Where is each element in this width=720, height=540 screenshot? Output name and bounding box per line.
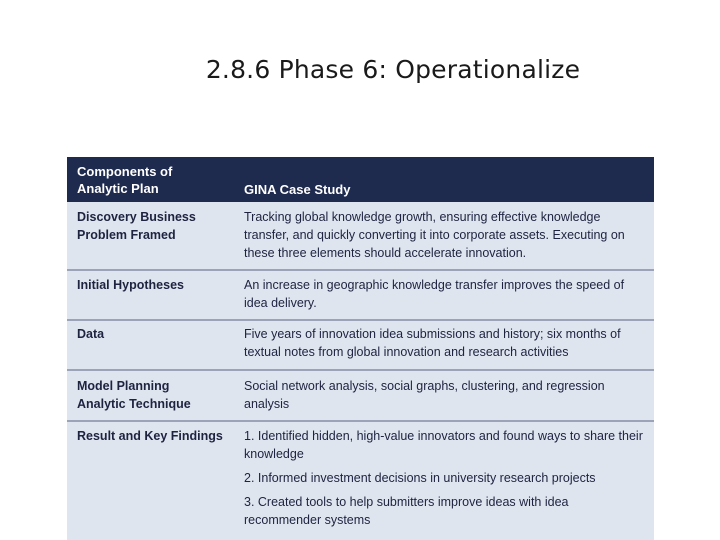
row-label-initial-hypotheses: Initial Hypotheses <box>77 278 184 292</box>
header-col1-line2: Analytic Plan <box>77 181 159 196</box>
row-label-data: Data <box>77 327 105 341</box>
row-label-line2: Analytic Technique <box>77 397 191 411</box>
row-value-initial-hypotheses: An increase in geographic knowledge transfer improves the speed of idea delivery. <box>244 278 625 310</box>
finding-item-2: 2. Informed investment decisions in university research projects <box>244 471 596 485</box>
row-divider <box>67 319 654 321</box>
header-components-of-analytic-plan <box>77 163 237 197</box>
row-label-line1: Discovery Business <box>77 210 196 224</box>
table-row-model-planning <box>67 377 654 417</box>
row-value-data: Five years of innovation idea submissions and history; six months of textual notes from global innovation and research activities <box>244 327 621 359</box>
header-gina-case-study: GINA Case Study <box>244 182 351 197</box>
row-value-model-planning: Social network analysis, social graphs, clustering, and regression analysis <box>244 379 605 411</box>
row-label-discovery <box>77 208 237 244</box>
table-row-results <box>67 427 654 537</box>
table-row-data <box>67 325 654 365</box>
finding-item-1: 1. Identified hidden, high-value innovators and found ways to share their knowledge <box>244 429 643 461</box>
row-divider <box>67 269 654 271</box>
finding-item-3: 3. Created tools to help submitters improve ideas with idea recommender systems <box>244 495 569 527</box>
slide-title: 2.8.6 Phase 6: Operationalize <box>205 55 581 84</box>
row-label-results: Result and Key Findings <box>77 429 223 443</box>
table-row-initial-hypotheses <box>67 276 654 316</box>
row-value-results <box>244 427 649 535</box>
analytic-plan-table <box>67 157 654 540</box>
table-header-row <box>67 157 654 202</box>
row-label-line1: Model Planning <box>77 379 170 393</box>
header-col1-line1: Components of <box>77 164 173 179</box>
row-value-discovery: Tracking global knowledge growth, ensuring effective knowledge transfer, and quickly converting it into corporate assets. Executing on these three elements should accelerate innovation. <box>244 210 625 260</box>
row-label-model-planning <box>77 377 237 413</box>
table-row-discovery <box>67 208 654 268</box>
row-label-line2: Problem Framed <box>77 228 176 242</box>
row-divider <box>67 369 654 371</box>
row-divider <box>67 420 654 422</box>
